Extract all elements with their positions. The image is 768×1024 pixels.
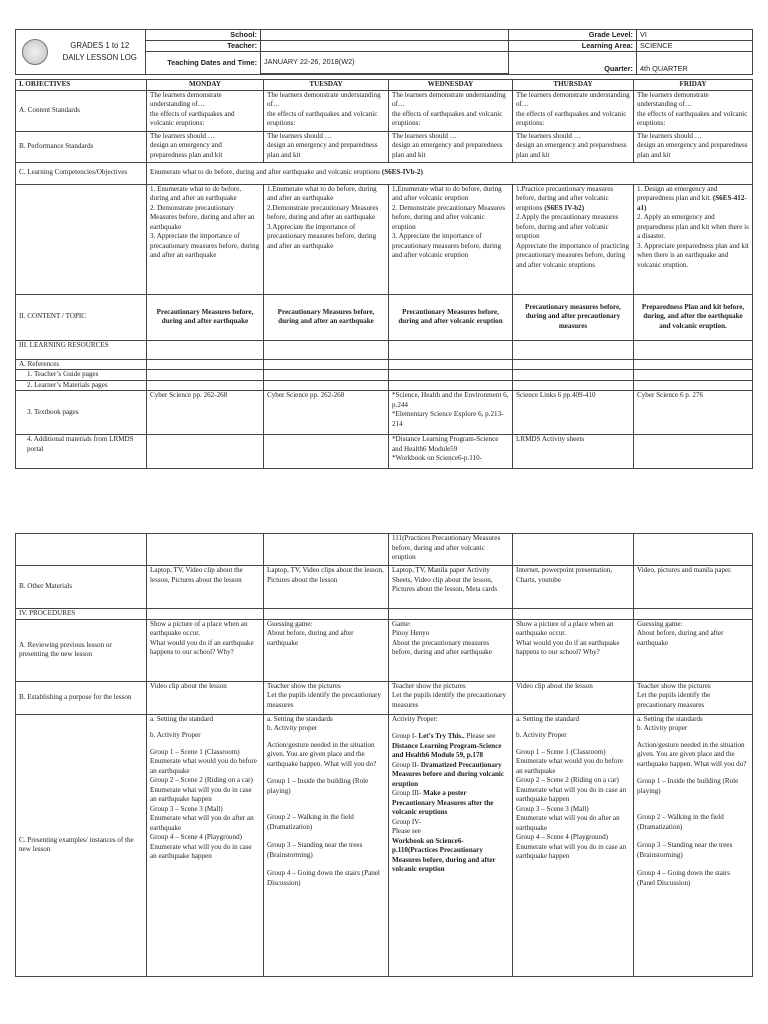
empty-cell [634, 359, 753, 370]
examples-wed [389, 714, 513, 976]
content-topic-label: II. CONTENT / TOPIC [16, 294, 147, 340]
empty-cell [264, 435, 389, 469]
reviewing-wed: Game: Pinoy Henyo About the precautionary measures before, during and after earthquake [389, 619, 513, 681]
day-friday: FRIDAY [634, 80, 753, 91]
examples-thu-groups: Group 1 – Scene 1 (Classroom) Enumerate what would you do before an earthquake Group 2 – Scene 2 (Riding on a car) Enumerate what will you do in case an earthquake happen Group 3 – Scene 3 (Mall) Enumerate what will you do after an earthquake Group 4 – Scene 4 (Playground) Enumerate what will you do in case an earthquake happen [516, 747, 627, 860]
deped-seal [16, 30, 55, 75]
objectives-tue: 1.Enumerate what to do before, during and after an earthquake 2.Demonstrate precautionary Measures before, during and after an earthquake 3.Appreciate the importance of precautionary measures before, during and after an earthquake [264, 184, 389, 294]
objectives-header: I. OBJECTIVES [16, 80, 147, 91]
other-materials-fri: Video, pictures and manila paper. [634, 566, 753, 609]
content-standards-tue: The learners demonstrate understanding of… the effects of earthquakes and volcanic eruptions: [264, 90, 389, 131]
empty-cell [634, 370, 753, 381]
examples-fri-standard: a. Setting the standards b. Activity proper [637, 714, 703, 732]
examples-wed-workbook: Workbook on Science6-p.110(Practices Precautionary Measures before, during and after volcanic eruption [392, 836, 496, 873]
objectives-fri-text1: 1. Design an emergency and preparedness plan and kit. [637, 184, 718, 202]
examples-mon [147, 714, 264, 976]
empty-cell [634, 380, 753, 391]
examples-fri-group1: Group 1 – Inside the building (Role playing) [637, 777, 739, 795]
examples-mon-activity: b. Activity Proper [150, 731, 201, 739]
lesson-table-page2 [15, 533, 753, 977]
examples-wed-group1 [392, 732, 509, 742]
grade-level-value: VI [637, 30, 753, 41]
examples-fri-situation: Action/gesture needed in the situation given. You are given place and the earthquake happen. What will you do? [637, 740, 747, 768]
title-dll: DAILY LESSON LOG [62, 52, 137, 62]
performance-standards-tue: The learners should … design an emergency and preparedness plan and kit [264, 131, 389, 162]
objectives-thu-code: (S6ES IV-b2) [544, 203, 585, 212]
empty-cell [147, 370, 264, 381]
examples-mon-standard: a. Setting the standard [150, 714, 214, 723]
examples-mon-groups: Group 1 – Scene 1 (Classroom) Enumerate what would you do before an earthquake Group 2 – Scene 2 (Riding on a car) Enumerate what will you do in case an earthquake happen Group 3 – Scene 3 (Mall) Enumerate what will you do after an earthquake Group 4 – Scene 4 (Playground) Enumerate what will you do in case an earthquake happen [150, 747, 257, 860]
textbook-label: 3. Textbook pages [16, 391, 147, 435]
content-standards-fri: The learners demonstrate understanding of… the effects of earthquakes and volcanic eruptions: [634, 90, 753, 131]
header-table [15, 29, 753, 75]
examples-label: C. Presenting examples/ instances of the new lesson [16, 714, 147, 976]
empty-cell [389, 359, 513, 370]
empty-cell [634, 534, 753, 566]
textbook-thu: Science Links 6 pp.409-410 [513, 391, 634, 435]
other-materials-thu: Internet, powerpoint presentation, Charts, youtube [513, 566, 634, 609]
textbook-mon: Cyber Science pp. 262-268 [147, 391, 264, 435]
empty-cell [264, 380, 389, 391]
purpose-tue: Teacher show the pictures Let the pupils identify the precautionary measures [264, 681, 389, 714]
examples-wed-module: Distance Learning Program-Science and Health6 Module 59, p.178 [392, 741, 502, 759]
examples-fri-group4: Group 4 – Going down the stairs (Panel Discussion) [637, 869, 730, 887]
procedures-section [15, 533, 752, 977]
day-monday: MONDAY [147, 80, 264, 91]
empty-cell [389, 370, 513, 381]
content-standards-thu: The learners demonstrate understanding of… the effects of earthquakes and volcanic eruptions: [513, 90, 634, 131]
empty-cell [513, 370, 634, 381]
objectives-fri-text2: 2. Apply an emergency and preparedness plan and kit when there is a disaster. 3. Appreciate preparedness plan and kit when there is an earthquake and volcanic eruption. [637, 213, 749, 269]
teachers-guide-label: 1. Teacher’s Guide pages [16, 370, 147, 381]
purpose-wed: Teacher show the pictures Let the pupils identify the precautionary measures [389, 681, 513, 714]
content-topic-mon: Precautionary Measures before, during and after earthquake [147, 294, 264, 340]
additional-materials-wed: *Distance Learning Program-Science and Health6 Module59 *Workbook on Science6-p.110- [389, 435, 513, 469]
performance-standards-mon: The learners should … design an emergency and preparedness plan and kit [147, 131, 264, 162]
log-title [55, 30, 146, 75]
empty-cell [147, 340, 264, 359]
content-topic-fri: Preparedness Plan and kit before, during, and after the earthquake and volcanic eruption. [634, 294, 753, 340]
learning-area-value: SCIENCE [637, 40, 753, 51]
empty-cell [264, 359, 389, 370]
purpose-mon: Video clip about the lesson [147, 681, 264, 714]
examples-tue-situation: Action/gesture needed in the situation given. You are given place and the earthquake happen. What will you do? [267, 740, 377, 768]
objectives-thu [513, 184, 634, 294]
learning-area-label: Learning Area: [509, 40, 637, 51]
school-value [261, 30, 509, 41]
quarter-label: Quarter: [509, 51, 637, 74]
performance-standards-thu: The learners should … design an emergency and preparedness plan and kit [513, 131, 634, 162]
competencies-text [147, 162, 753, 184]
examples-wed-group1-label: Group I- [392, 732, 417, 740]
examples-tue-group4: Group 4 – Going down the stairs (Panel Discussion) [267, 869, 380, 887]
examples-wed-group1-see: Please see [466, 732, 496, 740]
lesson-table-page1 [15, 79, 753, 469]
objectives-fri [634, 184, 753, 294]
textbook-wed: *Science, Health and the Environment 6, p.244 *Elementary Science Explore 6, p.213-214 [389, 391, 513, 435]
textbook-fri: Cyber Science 6 p. 276 [634, 391, 753, 435]
examples-fri-group2: Group 2 – Walking in the field (Dramatization) [637, 813, 724, 831]
empty-cell [513, 340, 634, 359]
empty-cell [634, 435, 753, 469]
empty-cell [147, 609, 264, 620]
performance-standards-fri: The learners should … design an emergency and preparedness plan and kit [634, 131, 753, 162]
day-tuesday: TUESDAY [264, 80, 389, 91]
empty-cell [389, 380, 513, 391]
teaching-dates-label: Teaching Dates and Time: [146, 51, 261, 74]
content-topic-tue: Precautionary Measures before, during and after an earthquake [264, 294, 389, 340]
objectives-section [15, 79, 752, 469]
performance-standards-label: B. Performance Standards [16, 131, 147, 162]
empty-cell [389, 609, 513, 620]
references-label: A. References [16, 359, 147, 370]
teacher-value [261, 40, 509, 51]
examples-tue-group1: Group 1 – Inside the building (Role playing) [267, 777, 369, 795]
header-block [15, 29, 752, 75]
learners-materials-label: 2. Learner’s Materials pages [16, 380, 147, 391]
examples-wed-group2 [392, 761, 509, 790]
reviewing-label: A. Reviewing previous lesson or presenting the new lesson [16, 619, 147, 681]
objectives-mon: 1. Enumerate what to do before, during and after an earthquake 2. Demonstrate precautionary Measures before, during and after an earthquake 3. Appreciate the importance of precautionary measures before, during and after an earthquake [147, 184, 264, 294]
examples-wed-group4: Group IV- Please see [392, 817, 422, 835]
deped-seal-icon [22, 39, 48, 65]
day-wednesday: WEDNESDAY [389, 80, 513, 91]
examples-wed-group3 [392, 789, 509, 818]
title-grades: GRADES 1 to 12 [70, 41, 130, 51]
empty-cell [147, 435, 264, 469]
empty-cell [513, 534, 634, 566]
examples-wed-group3-task: Make a poster Precautionary Measures after the volcanic eruptions [392, 789, 494, 816]
empty-cell [513, 380, 634, 391]
teacher-label: Teacher: [146, 40, 261, 51]
school-label: School: [146, 30, 261, 41]
reviewing-fri: Guessing game: About before, during and after earthquake [634, 619, 753, 681]
teaching-dates-value: JANUARY 22-26, 2018(W2) [261, 51, 509, 73]
additional-materials-wed-cont: 111(Practices Precautionary Measures before, during and after volcanic eruption [389, 534, 513, 566]
content-topic-wed: Precautionary Measures before, during and after volcanic eruption [389, 294, 513, 340]
competencies-code: (S6ES-IVb-2) [381, 168, 423, 177]
examples-thu-standard: a. Setting the standard [516, 714, 580, 723]
content-standards-label: A. Content Standards [16, 90, 147, 131]
examples-tue-standard: a. Setting the standards b. Activity proper [267, 714, 333, 732]
other-materials-label: B. Other Materials [16, 566, 147, 609]
examples-thu [513, 714, 634, 976]
other-materials-wed: Laptop, TV, Manila paper Activity Sheets, Video clip about the lesson, Pictures about the lesson, Meta cards [389, 566, 513, 609]
competencies-label: C. Learning Competencies/Objectives [16, 162, 147, 184]
grade-level-label: Grade Level: [509, 30, 637, 41]
empty-cell [147, 534, 264, 566]
objectives-fri-code: (S6ES-412-a1) [637, 194, 747, 212]
purpose-fri: Teacher show the pictures Let the pupils identify the precautionary measures [634, 681, 753, 714]
empty-cell [264, 370, 389, 381]
learning-resources-label: III. LEARNING RESOURCES [16, 340, 147, 359]
empty-cell [147, 380, 264, 391]
reviewing-tue: Guessing game: About before, during and after earthquake [264, 619, 389, 681]
procedures-header: IV. PROCEDURES [16, 609, 147, 620]
other-materials-tue: Laptop, TV, Video clips about the lesson, Pictures about the lesson [264, 566, 389, 609]
objectives-thu-text1: 1.Practice precautionary measures before, during and after volcanic eruptions [516, 184, 614, 212]
examples-fri-group3: Group 3 – Standing near the trees (Brainstorming) [637, 841, 733, 859]
purpose-thu: Video clip about the lesson [513, 681, 634, 714]
empty-cell [264, 609, 389, 620]
examples-wed-group1-title: Let’s Try This.. [418, 732, 465, 740]
reviewing-thu: Show a picture of a place when an earthquake occur. What would you do if an earthquake happens to our school? Why? [513, 619, 634, 681]
objectives-label-blank [16, 184, 147, 294]
empty-cell [513, 609, 634, 620]
empty-cell [513, 359, 634, 370]
empty-cell [16, 534, 147, 566]
additional-materials-thu: LRMDS Activity sheets [513, 435, 634, 469]
other-materials-mon: Laptop, TV, Video clip about the lesson, Pictures about the lesson [147, 566, 264, 609]
empty-cell [634, 609, 753, 620]
day-thursday: THURSDAY [513, 80, 634, 91]
competencies-desc: Enumerate what to do before, during and after earthquake and volcanic eruptions [150, 168, 381, 177]
empty-cell [264, 534, 389, 566]
empty-cell [147, 359, 264, 370]
examples-fri [634, 714, 753, 976]
reviewing-mon: Show a picture of a place when an earthquake occur. What would you do if an earthquake happens to our school? Why? [147, 619, 264, 681]
empty-cell [634, 340, 753, 359]
examples-wed-group2-label: Group II- [392, 760, 419, 769]
examples-wed-group3-label: Group III- [392, 789, 422, 797]
examples-tue-group3: Group 3 – Standing near the trees (Brainstorming) [267, 841, 363, 859]
examples-tue [264, 714, 389, 976]
examples-thu-activity: b. Activity Proper [516, 731, 567, 739]
content-standards-mon: The learners demonstrate understanding of… the effects of earthquakes and volcanic eruptions: [147, 90, 264, 131]
examples-tue-group2: Group 2 – Walking in the field (Dramatization) [267, 813, 354, 831]
examples-wed-activity: Activity Proper: [392, 714, 438, 723]
quarter-value: 4th QUARTER [637, 51, 753, 74]
performance-standards-wed: The learners should … design an emergency and preparedness plan and kit [389, 131, 513, 162]
objectives-wed: 1.Enumerate what to do before, during and after volcanic eruption 2. Demonstrate precautionary Measures before, during and after volcanic eruption 3. Appreciate the importance of precautionary measures before, during and after volcanic eruption [389, 184, 513, 294]
content-topic-thu: Precautionary measures before, during and after precautionary measures [513, 294, 634, 340]
textbook-tue: Cyber Science pp. 262-268 [264, 391, 389, 435]
content-standards-wed: The learners demonstrate understanding of… the effects of earthquakes and volcanic eruptions: [389, 90, 513, 131]
empty-cell [264, 340, 389, 359]
examples-wed-group2-task: Dramatized Precautionary Measures before and during volcanic eruption [392, 760, 505, 788]
empty-cell [389, 340, 513, 359]
objectives-thu-text2: 2.Apply the precautionary measures before, during and after volcanic eruption Appreciate the importance of practicing precautionary measures before, during and after volcanic eruptions [516, 213, 630, 269]
purpose-label: B. Establishing a purpose for the lesson [16, 681, 147, 714]
additional-materials-label: 4. Additional materials from LRMDS portal [16, 435, 147, 469]
